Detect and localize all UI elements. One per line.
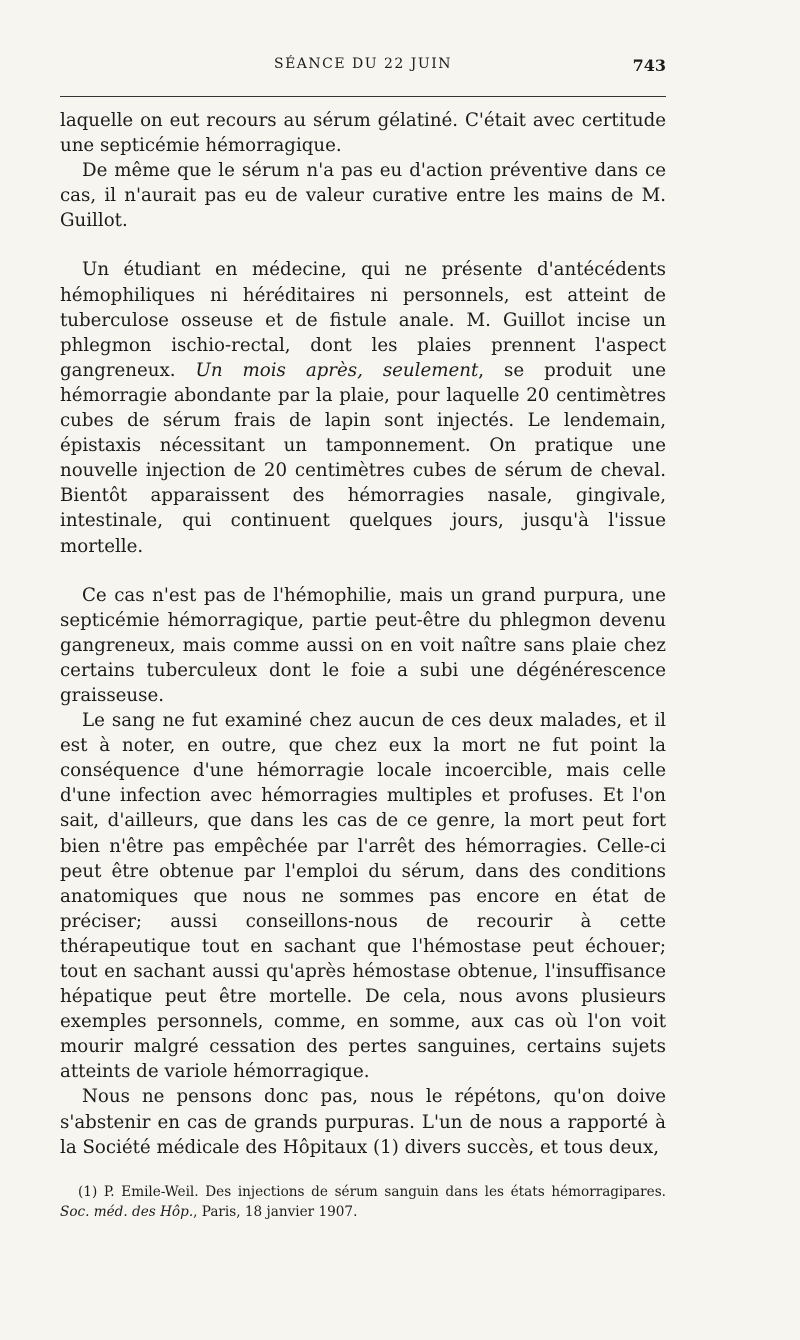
- footnote-mark: (1): [78, 1184, 98, 1200]
- footnotes: [60, 1182, 666, 1222]
- book-page: [60, 0, 666, 1340]
- footnote-1: [60, 1182, 666, 1222]
- paragraph-6: Nous ne pensons donc pas, nous le répétons, qu'on doive s'abstenir en cas de grands purpuras. L'un de nous a rapporté à la Société médicale des Hôpitaux (1) divers succès, et tous deux,: [60, 1086, 666, 1158]
- paragraph-2: De même que le sérum n'a pas eu d'action préventive dans ce cas, il n'aurait pas eu de valeur curative entre les mains de M. Guillot.: [60, 160, 666, 232]
- header-rule: [60, 96, 666, 97]
- page-header: [60, 56, 666, 80]
- paragraph-1: laquelle on eut recours au sérum gélatiné. C'était avec certitude une septicémie hémorragique.: [60, 110, 666, 157]
- footnote-journal: Soc. méd. des Hôp.: [60, 1204, 194, 1220]
- paragraph-gap: [60, 559, 666, 583]
- footnote-text-a: P. Emile-Weil. Des injections de sérum sanguin dans les états hémorragipares.: [97, 1184, 666, 1200]
- paragraph-3-italic: Un mois après, seulement: [195, 359, 479, 381]
- paragraph-gap: [60, 233, 666, 257]
- running-title: SÉANCE DU 22 JUIN: [274, 56, 452, 72]
- paragraph-5: Le sang ne fut examiné chez aucun de ces deux malades, et il est à noter, en outre, que chez eux la mort ne fut point la conséquence d'une hémorragie locale incoercible, mais celle d'une infection avec hémorragies multiples et profuses. Et l'on sait, d'ailleurs, que dans les cas de ce genre, la mort peut fort bien n'être pas empêchée par l'arrêt des hémorragies. Celle-ci peut être obtenue par l'emploi du sérum, dans des conditions anatomiques que nous ne sommes pas encore en état de préciser; aussi conseillons-nous de recourir à cette thérapeutique tout en sachant que l'hémostase peut échouer; tout en sachant aussi qu'après hémostase obtenue, l'insuffisance hépatique peut être mortelle. De cela, nous avons plusieurs exemples personnels, comme, en somme, aux cas où l'on voit mourir malgré cessation des pertes sanguines, certains sujets atteints de variole hémorragique.: [60, 710, 666, 1083]
- paragraph-3-text-a: Un étudiant en médecine, qui ne présente d'antécédents hémophiliques ni héréditaires ni personnels, est atteint de tuberculose osseuse et de fistule anale. M. Guillot incise un phlegmon ischio-rectal, dont les plaies prennent l'aspect gangreneux.: [60, 259, 666, 381]
- footnote-text-b: , Paris, 18 janvier 1907.: [193, 1204, 358, 1220]
- body-text: [60, 108, 666, 1160]
- page-number: 743: [632, 56, 666, 75]
- paragraph-4: Ce cas n'est pas de l'hémophilie, mais un grand purpura, une septicémie hémorragique, partie peut-être du phlegmon devenu gangreneux, mais comme aussi on en voit naître sans plaie chez certains tuberculeux dont le foie a subi une dégénérescence graisseuse.: [60, 584, 666, 706]
- paragraph-3: [60, 257, 666, 558]
- paragraph-3-text-b: , se produit une hémorragie abondante par la plaie, pour laquelle 20 centimètres cubes de sérum frais de lapin sont injectés. Le lendemain, épistaxis nécessitant un tamponnement. On pratique une nouvelle injection de 20 centimètres cubes de sérum de cheval. Bientôt apparaissent des hémorragies nasale, gingivale, intestinale, qui continuent quelques jours, jusqu'à l'issue mortelle.: [60, 359, 666, 557]
